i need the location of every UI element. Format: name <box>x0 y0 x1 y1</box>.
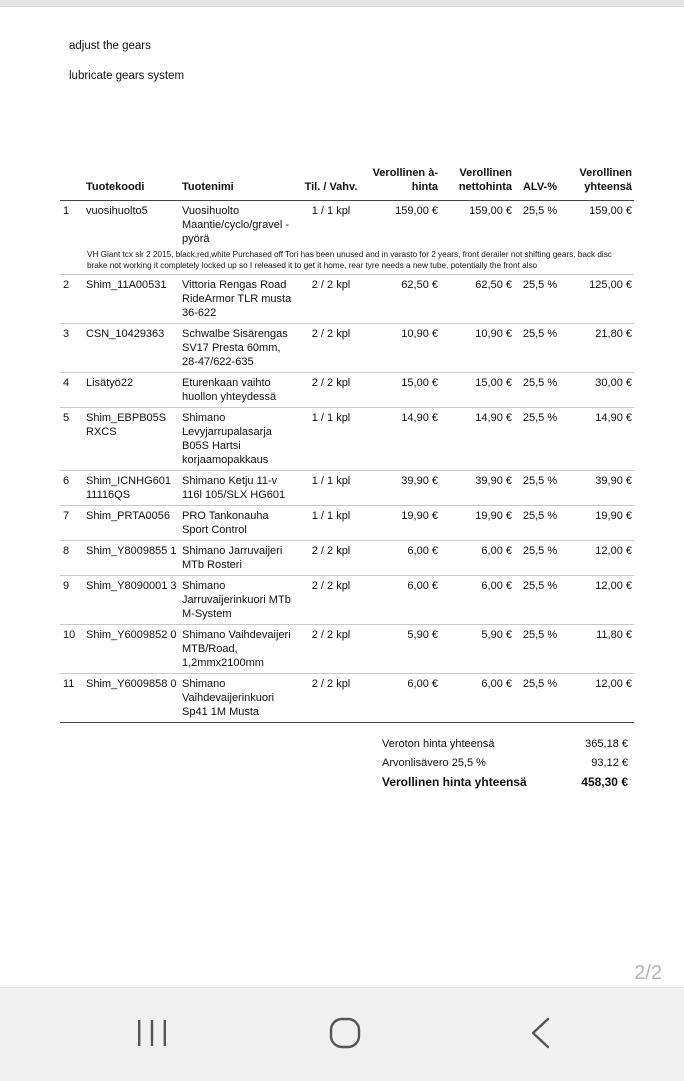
table-row <box>60 576 634 625</box>
work-note: adjust the gears <box>69 40 151 52</box>
total-net-value: 365,18 € <box>585 737 628 750</box>
total-net-row <box>382 734 628 753</box>
quantity: 1 / 1 kpl <box>296 506 366 541</box>
unit-price: 15,00 € <box>366 373 440 408</box>
product-code: Shim_Y6009852 0 <box>84 625 180 674</box>
column-header-total: Verollinen yhteensä <box>566 164 634 201</box>
table-row <box>60 506 634 541</box>
net-price: 6,00 € <box>440 576 514 625</box>
unit-price: 62,50 € <box>366 275 440 324</box>
product-name: PRO Tankonauha Sport Control <box>180 506 296 541</box>
unit-price: 39,90 € <box>366 471 440 506</box>
row-index: 6 <box>60 471 84 506</box>
table-bottom-rule <box>60 723 634 725</box>
document-page[interactable] <box>0 7 684 987</box>
vat-rate: 25,5 % <box>514 471 566 506</box>
net-price: 159,00 € <box>469 205 512 217</box>
total-vat-value: 93,12 € <box>591 756 628 769</box>
net-price: 10,90 € <box>440 324 514 373</box>
column-header-vat: ALV-% <box>514 164 566 201</box>
row-total: 125,00 € <box>566 275 634 324</box>
quantity: 2 / 2 kpl <box>296 373 366 408</box>
row-index: 1 <box>63 205 70 217</box>
quantity: 1 / 1 kpl <box>311 205 351 217</box>
vat-rate: 25,5 % <box>514 625 566 674</box>
home-icon <box>320 1014 370 1054</box>
net-price: 5,90 € <box>440 625 514 674</box>
recent-apps-button[interactable] <box>127 1014 177 1054</box>
row-total: 11,80 € <box>566 625 634 674</box>
column-header-index <box>60 164 84 201</box>
page-indicator: 2/2 <box>634 962 662 984</box>
row-total: 39,90 € <box>566 471 634 506</box>
column-header-net-price: Verollinen nettohinta <box>440 164 514 201</box>
row-index: 3 <box>60 324 84 373</box>
total-gross-row <box>382 772 628 791</box>
row-index: 5 <box>60 408 84 471</box>
product-code: Lisätyö22 <box>84 373 180 408</box>
column-header-code: Tuotekoodi <box>84 164 180 201</box>
table-row <box>60 201 634 250</box>
row-total: 12,00 € <box>566 541 634 576</box>
row-total: 30,00 € <box>566 373 634 408</box>
row-description <box>60 249 634 275</box>
total-gross-value: 458,30 € <box>581 774 628 789</box>
row-total: 14,90 € <box>566 408 634 471</box>
quantity: 1 / 1 kpl <box>296 471 366 506</box>
table-row <box>60 541 634 576</box>
unit-price: 14,90 € <box>366 408 440 471</box>
vat-rate: 25,5 % <box>514 674 566 723</box>
product-name: Shimano Vaihdevaijerinkuori Sp41 1M Musta <box>180 674 296 723</box>
invoice-items-table <box>60 164 634 724</box>
quantity: 2 / 2 kpl <box>296 625 366 674</box>
back-icon <box>515 1014 565 1054</box>
product-name: Shimano Levyjarrupalasarja B05S Hartsi korjaamopakkaus <box>180 408 296 471</box>
table-header-row <box>60 164 634 201</box>
product-name: Vittoria Rengas Road RideArmor TLR musta 36-622 <box>180 275 296 324</box>
totals-summary <box>382 734 628 791</box>
net-price: 6,00 € <box>440 674 514 723</box>
home-button[interactable] <box>320 1014 370 1054</box>
quantity: 1 / 1 kpl <box>296 408 366 471</box>
column-header-unit-price: Verollinen à-hinta <box>366 164 440 201</box>
vat-rate: 25,5 % <box>514 324 566 373</box>
product-code: Shim_EBPB05S RXCS <box>84 408 180 471</box>
net-price: 6,00 € <box>440 541 514 576</box>
unit-price: 10,90 € <box>366 324 440 373</box>
unit-price: 6,00 € <box>366 674 440 723</box>
net-price: 39,90 € <box>440 471 514 506</box>
quantity: 2 / 2 kpl <box>296 576 366 625</box>
product-code: CSN_10429363 <box>84 324 180 373</box>
row-total: 19,90 € <box>566 506 634 541</box>
product-name: Shimano Jarruvaijerinkuori MTb M-System <box>180 576 296 625</box>
product-code: Shim_PRTA0056 <box>84 506 180 541</box>
vat-rate: 25,5 % <box>514 408 566 471</box>
quantity: 2 / 2 kpl <box>296 324 366 373</box>
product-code: Shim_Y8090001 3 <box>84 576 180 625</box>
unit-price: 6,00 € <box>366 541 440 576</box>
table-row <box>60 471 634 506</box>
column-header-qty: Til. / Vahv. <box>296 164 366 201</box>
row-index: 4 <box>60 373 84 408</box>
top-edge <box>0 0 684 7</box>
quantity: 2 / 2 kpl <box>296 275 366 324</box>
vat-rate: 25,5 % <box>514 373 566 408</box>
table-row <box>60 373 634 408</box>
row-total: 12,00 € <box>566 674 634 723</box>
row-total: 21,80 € <box>566 324 634 373</box>
vat-rate: 25,5 % <box>522 205 558 217</box>
table-row <box>60 625 634 674</box>
quantity: 2 / 2 kpl <box>296 674 366 723</box>
row-index: 2 <box>60 275 84 324</box>
system-navigation-bar <box>0 987 684 1081</box>
row-index: 11 <box>60 674 84 723</box>
product-name: Eturenkaan vaihto huollon yhteydessä <box>180 373 296 408</box>
table-row <box>60 275 634 324</box>
product-code: vuosihuolto5 <box>86 205 148 217</box>
product-name: Schwalbe Sisärengas SV17 Presta 60mm, 28-47/622-635 <box>180 324 296 373</box>
net-price: 62,50 € <box>440 275 514 324</box>
vat-rate: 25,5 % <box>514 576 566 625</box>
total-vat-label: Arvonlisävero 25,5 % <box>382 756 486 769</box>
net-price: 14,90 € <box>440 408 514 471</box>
row-total: 159,00 € <box>589 205 632 217</box>
table-row <box>60 674 634 723</box>
product-code: Shim_Y6009858 0 <box>84 674 180 723</box>
recent-apps-icon <box>127 1014 177 1054</box>
product-name: Shimano Jarruvaijeri MTb Rosteri <box>180 541 296 576</box>
unit-price: 6,00 € <box>366 576 440 625</box>
row-index: 8 <box>60 541 84 576</box>
unit-price: 159,00 € <box>395 205 438 217</box>
service-description: VH Giant tcx slr 2 2015, black,red,white Purchased off Tori has been unused and in varasto for 2 years, front derailer not shifting gears, back disc brake not working it completely locked up so I released it to get it home, rear tyre needs a new tube, potentially the front also <box>87 250 612 270</box>
unit-price: 5,90 € <box>366 625 440 674</box>
row-index: 7 <box>60 506 84 541</box>
product-name: Vuosihuolto Maantie/cyclo/gravel -pyörä <box>182 205 289 245</box>
product-code: Shim_11A00531 <box>84 275 180 324</box>
product-name: Shimano Ketju 11-v 116l 105/SLX HG601 <box>180 471 296 506</box>
row-index: 10 <box>60 625 84 674</box>
vat-rate: 25,5 % <box>514 506 566 541</box>
column-header-name: Tuotenimi <box>180 164 296 201</box>
product-code: Shim_ICNHG601 11116QS <box>84 471 180 506</box>
row-total: 12,00 € <box>566 576 634 625</box>
row-index: 9 <box>60 576 84 625</box>
unit-price: 19,90 € <box>366 506 440 541</box>
product-code: Shim_Y8009855 1 <box>84 541 180 576</box>
back-button[interactable] <box>515 1014 565 1054</box>
vat-rate: 25,5 % <box>514 541 566 576</box>
net-price: 15,00 € <box>440 373 514 408</box>
total-gross-label: Verollinen hinta yhteensä <box>382 774 527 789</box>
bottom-rule <box>60 723 634 725</box>
total-vat-row <box>382 753 628 772</box>
quantity: 2 / 2 kpl <box>296 541 366 576</box>
total-net-label: Veroton hinta yhteensä <box>382 737 495 750</box>
table-row <box>60 408 634 471</box>
work-note: lubricate gears system <box>69 70 185 82</box>
vat-rate: 25,5 % <box>514 275 566 324</box>
table-row <box>60 324 634 373</box>
net-price: 19,90 € <box>440 506 514 541</box>
product-name: Shimano Vaihdevaijeri MTB/Road, 1,2mmx2100mm <box>180 625 296 674</box>
